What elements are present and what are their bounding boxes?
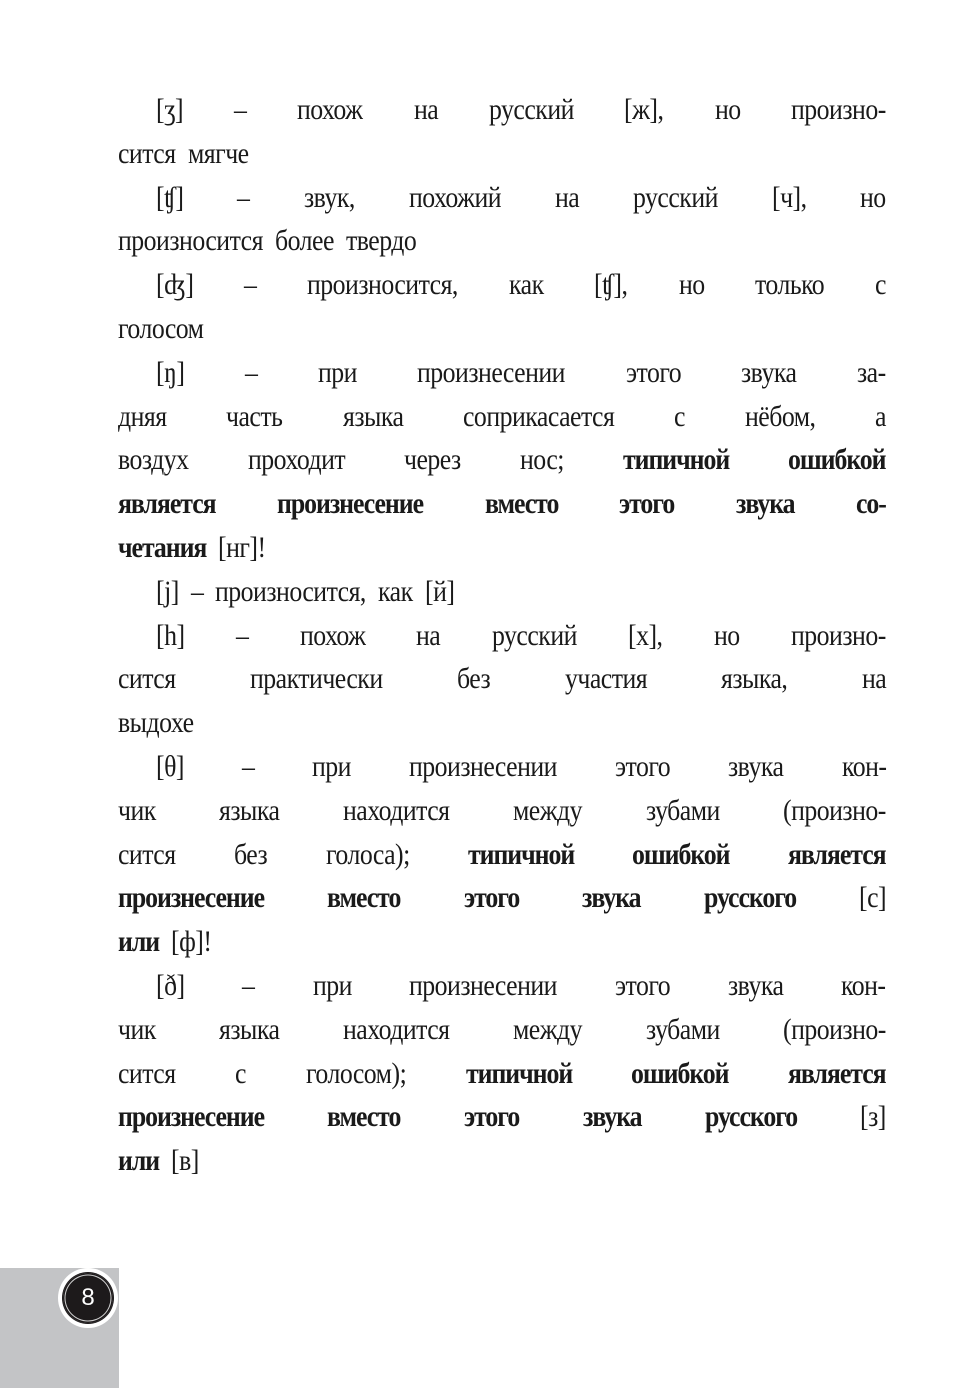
word: более [274, 224, 334, 258]
bold-word: является [118, 487, 216, 521]
text-line [118, 789, 886, 833]
word: [ф]! [171, 925, 212, 959]
word: похож [299, 618, 366, 652]
word: [в] [171, 1144, 199, 1178]
bold-word: типичной [623, 443, 730, 477]
word: при [312, 968, 352, 1002]
word: часть [226, 399, 283, 433]
bold-word: является [788, 837, 886, 871]
word: без [234, 837, 268, 871]
word: через [404, 443, 461, 477]
word: звук, [303, 180, 355, 214]
word: – [242, 968, 255, 1002]
word: сится [118, 136, 176, 170]
text-line [118, 1139, 886, 1183]
word: похож [297, 93, 363, 126]
bold-word: ошибкой [788, 443, 886, 477]
word: русский [492, 618, 577, 652]
page-number-badge [58, 1268, 118, 1328]
word: (произно- [783, 1012, 887, 1046]
word: с [875, 268, 886, 302]
word: [h] [156, 618, 185, 652]
page-number: 8 [63, 1273, 113, 1323]
text-line [118, 263, 886, 307]
word: мягче [187, 136, 249, 170]
word: выдохе [118, 706, 194, 740]
word: – [190, 574, 204, 608]
bold-word: типичной [467, 837, 575, 871]
word: языка [219, 793, 280, 827]
bold-word: звука [581, 881, 641, 915]
word: произносится, [307, 268, 459, 302]
text-line [118, 395, 886, 439]
word: – [233, 93, 247, 126]
word: этого [615, 968, 671, 1002]
text-line [118, 920, 886, 964]
word: [нг]! [218, 530, 266, 564]
word: этого [615, 749, 671, 783]
word: при [317, 355, 357, 389]
word: – [244, 268, 257, 302]
word: но [678, 268, 705, 302]
word: [ʤ] [156, 268, 194, 302]
text-line [118, 307, 886, 351]
word: но [714, 93, 741, 126]
text-line [118, 88, 886, 132]
bold-word: вместо [327, 881, 401, 915]
word: русский [488, 93, 574, 126]
bold-word: вместо [327, 1100, 401, 1134]
word: произнесении [417, 355, 566, 389]
word: только [755, 268, 825, 302]
bold-word: звука [582, 1100, 642, 1134]
word: [θ] [156, 749, 185, 783]
word: но [860, 180, 886, 214]
word: между [513, 1012, 583, 1046]
word: на [861, 662, 886, 696]
word: похожий [408, 180, 501, 214]
word: звука [741, 355, 797, 389]
text-line [118, 745, 886, 789]
word: но [714, 618, 740, 652]
word: [j] [156, 574, 179, 608]
word: чик [118, 793, 156, 827]
word: твердо [345, 224, 417, 258]
word: языка [219, 1012, 280, 1046]
word: [ð] [156, 968, 185, 1002]
word: [з] [860, 1100, 886, 1134]
word: звука [728, 749, 784, 783]
bold-word: ошибкой [632, 837, 730, 871]
word: находится [343, 793, 450, 827]
word: проходит [247, 443, 345, 477]
text-line [118, 657, 886, 701]
text-line [118, 1095, 886, 1139]
word: [с] [858, 881, 886, 915]
bold-word: является [788, 1056, 886, 1090]
bold-word: произнесение [118, 1100, 264, 1134]
bold-word: вместо [484, 487, 558, 521]
text-line [118, 482, 886, 526]
word: голоса); [325, 837, 410, 871]
word: практически [249, 662, 383, 696]
bold-word: ошибкой [631, 1056, 729, 1090]
word: произнесении [409, 749, 558, 783]
text-line [118, 964, 886, 1008]
word: – [244, 355, 258, 389]
text-line [118, 833, 886, 877]
word: – [235, 618, 249, 652]
word: дняя [118, 399, 167, 433]
bold-word: русского [704, 1100, 797, 1134]
bold-word: или [118, 925, 160, 959]
text-line [118, 570, 886, 614]
word: как [509, 268, 544, 302]
word: – [241, 749, 255, 783]
word: сится [118, 1056, 176, 1090]
word: чик [118, 1012, 156, 1046]
word: находится [343, 1012, 450, 1046]
word: с [235, 1056, 247, 1090]
bold-word: или [118, 1144, 160, 1178]
word: как [378, 574, 413, 608]
word: [ʧ], [594, 268, 628, 302]
word: на [554, 180, 579, 214]
word: зубами [645, 1012, 720, 1046]
word: на [413, 93, 438, 126]
word: языка [342, 399, 404, 433]
word: нос; [519, 443, 564, 477]
word: [ŋ] [156, 355, 185, 389]
word: – [237, 180, 250, 214]
word: [ч], [771, 180, 807, 214]
word: голосом [118, 311, 204, 345]
word: русский [632, 180, 718, 214]
bold-word: русского [703, 881, 796, 915]
word: произносится [118, 224, 263, 258]
bold-word: этого [619, 487, 675, 521]
word: произно- [791, 618, 886, 652]
text-line [118, 132, 886, 176]
word: нёбом, [744, 399, 816, 433]
text-line [118, 351, 886, 395]
bold-word: типичной [465, 1056, 572, 1090]
word: сится [118, 662, 176, 696]
text-line [118, 438, 886, 482]
word: воздух [118, 443, 189, 477]
word: [й] [424, 574, 455, 608]
text-line [118, 526, 886, 570]
word: кон- [841, 968, 886, 1002]
word: кон- [841, 749, 886, 783]
page-body-text [118, 88, 886, 1183]
word: голосом); [305, 1056, 406, 1090]
text-line [118, 219, 886, 263]
text-line [118, 1008, 886, 1052]
word: на [416, 618, 441, 652]
word: произносится, [215, 574, 367, 608]
bold-word: со- [856, 487, 886, 521]
word: [х], [628, 618, 663, 652]
word: [ж], [624, 93, 664, 126]
bold-word: этого [463, 881, 519, 915]
bold-word: этого [464, 1100, 520, 1134]
word: этого [625, 355, 681, 389]
word: с [673, 399, 685, 433]
text-line [118, 176, 886, 220]
word: за- [857, 355, 886, 389]
word: произно- [791, 93, 886, 126]
bold-word: звука [736, 487, 795, 521]
text-line [118, 701, 886, 745]
word: [ʒ] [156, 93, 184, 126]
word: а [875, 399, 886, 433]
word: сится [118, 837, 176, 871]
bold-word: произнесение [118, 881, 264, 915]
text-line [118, 1052, 886, 1096]
bold-word: четания [118, 530, 207, 564]
word: участия [564, 662, 647, 696]
word: звука [728, 968, 784, 1002]
word: между [513, 793, 583, 827]
word: произнесении [409, 968, 558, 1002]
word: соприкасается [462, 399, 615, 433]
word: при [312, 749, 352, 783]
word: без [456, 662, 491, 696]
word: (произно- [783, 793, 887, 827]
word: зубами [645, 793, 720, 827]
word: языка, [721, 662, 788, 696]
text-line [118, 614, 886, 658]
word: [ʧ] [156, 180, 184, 214]
bold-word: произнесение [277, 487, 424, 521]
text-line [118, 876, 886, 920]
